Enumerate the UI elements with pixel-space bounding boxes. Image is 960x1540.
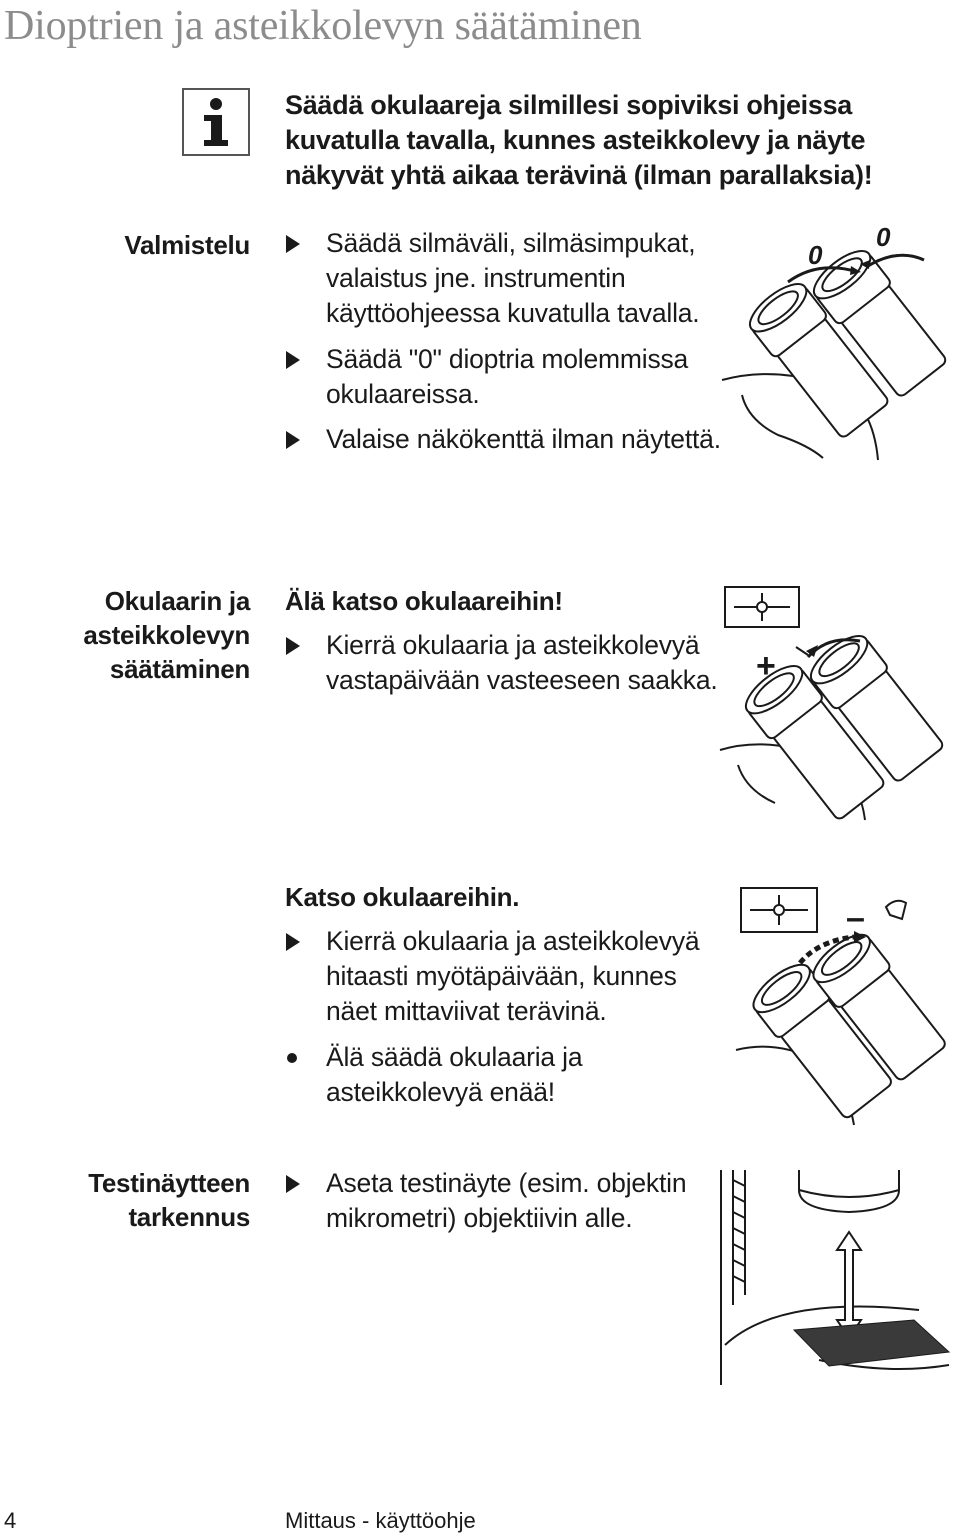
step-item: Kierrä okulaaria ja asteikkolevyä hitaasti myötäpäivään, kunnes näet mittaviivat terävinä. [286, 924, 726, 1029]
step-item: Kierrä okulaaria ja asteikkolevyä vastapäivään vasteeseen saakka. [286, 628, 726, 698]
section-label-eyepiece-adjustment: Okulaarin ja asteikkolevyn säätäminen [83, 586, 250, 684]
section-label-preparation: Valmistelu [124, 230, 250, 260]
figure-label: 0 [876, 222, 891, 252]
section-label-test-focus: Testinäytteen tarkennus [88, 1168, 250, 1232]
triangle-right-icon [286, 1175, 300, 1193]
triangle-right-icon [286, 637, 300, 655]
triangle-right-icon [286, 235, 300, 253]
section-heading: Katso okulaareihin. [285, 882, 520, 912]
figure-label: + [756, 647, 776, 685]
binocular-eyepiece-figure-1 [718, 220, 958, 465]
step-item: Älä säädä okulaaria ja asteikkolevyä enää! [286, 1040, 726, 1110]
page-title: Dioptrien ja asteikkolevyn säätäminen [4, 3, 642, 49]
step-item: Säädä "0" dioptria molemmissa okulaareissa. [286, 342, 726, 412]
info-icon-box [182, 88, 250, 156]
triangle-right-icon [286, 351, 300, 369]
footer-title: Mittaus - käyttöohje [285, 1508, 476, 1533]
bullet-dot-icon [287, 1053, 297, 1063]
step-item: Valaise näkökenttä ilman näytettä. [286, 422, 726, 457]
figure-label: – [846, 899, 865, 937]
objective-focus-figure [719, 1170, 959, 1385]
binocular-eyepiece-figure-2 [720, 585, 960, 820]
triangle-right-icon [286, 933, 300, 951]
figure-label: 0 [808, 240, 823, 270]
page-number: 4 [4, 1508, 17, 1533]
info-icon [184, 90, 248, 154]
info-note: Säädä okulaareja silmillesi sopiviksi ohjeissa kuvatulla tavalla, kunnes asteikkolevy ja näyte näkyvät yhtä aikaa terävinä (ilman parallaksia)! [285, 90, 873, 190]
section-heading: Älä katso okulaareihin! [285, 586, 563, 616]
step-item: Aseta testinäyte (esim. objektin mikrometri) objektiivin alle. [286, 1166, 726, 1236]
step-item: Säädä silmäväli, silmäsimpukat, valaistus jne. instrumentin käyttöohjeessa kuvatulla tavalla. [286, 226, 726, 331]
triangle-right-icon [286, 431, 300, 449]
binocular-eyepiece-figure-3 [736, 885, 956, 1130]
